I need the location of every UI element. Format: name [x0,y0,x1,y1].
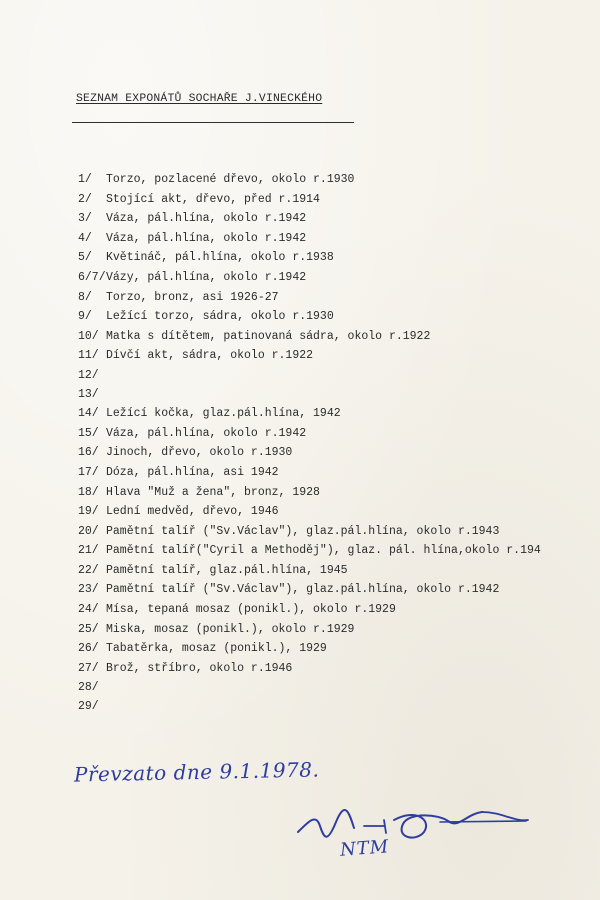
item-number: 19/ [78,505,99,519]
list-item [78,229,600,249]
item-text: Ležící kočka, glaz.pál.hlína, 1942 [106,407,341,421]
item-text: Mísa, tepaná mosaz (ponikl.), okolo r.1929 [106,603,396,617]
list-item [78,522,600,542]
list-item [78,170,600,190]
item-number: 15/ [78,426,99,440]
title-rule [72,122,354,123]
item-number: 17/ [78,465,99,479]
list-item [78,483,600,503]
list-item [78,620,600,640]
item-text: Ležící torzo, sádra, okolo r.1930 [106,310,334,324]
item-number: 25/ [78,622,99,636]
list-item [78,248,600,268]
item-number: 3/ [78,212,92,226]
list-item [78,288,600,308]
item-text: Váza, pál.hlína, okolo r.1942 [106,426,307,440]
item-number: 10/ [78,329,99,343]
item-number: 20/ [78,524,99,538]
item-number: 14/ [78,407,99,421]
item-number: 6/7/ [78,270,106,284]
item-number: 22/ [78,563,99,577]
item-number: 26/ [78,642,99,656]
item-number: 23/ [78,583,99,597]
item-text: Pamětní talíř ("Sv.Václav"), glaz.pál.hlína, okolo r.1943 [106,524,500,538]
item-text: Miska, mosaz (ponikl.), okolo r.1929 [106,622,355,636]
item-text: Dóza, pál.hlína, asi 1942 [106,465,279,479]
signature-icon [292,802,552,861]
item-number: 12/ [78,368,99,382]
list-item [78,600,600,620]
item-text: Brož, stříbro, okolo r.1946 [106,661,293,675]
list-item [78,386,600,405]
item-text: Lední medvěd, dřevo, 1946 [106,505,279,519]
list-item [78,404,600,424]
handwritten-received-note: Převzato dne 9.1.1978. [73,757,320,787]
item-number: 8/ [78,290,92,304]
list-item [78,268,600,288]
item-number: 4/ [78,231,92,245]
item-text: Torzo, pozlacené dřevo, okolo r.1930 [106,173,355,186]
item-text: Hlava "Muž a žena", bronz, 1928 [106,485,320,499]
item-text: Tabatěrka, mosaz (ponikl.), 1929 [106,642,327,656]
list-item [78,698,600,717]
list-item [78,443,600,463]
list-item [78,678,600,698]
list-item [78,307,600,327]
item-number: 27/ [78,661,99,675]
list-item [78,580,600,600]
list-item [78,424,600,444]
signature-label: NTM [339,836,390,861]
item-text: Vázy, pál.hlína, okolo r.1942 [106,270,307,284]
list-item [78,346,600,366]
item-number: 21/ [78,544,99,558]
list-item [78,541,600,561]
list-item [78,639,600,659]
document-title: SEZNAM EXPONÁTŮ SOCHAŘE J.VINECKÉHO [76,93,323,105]
item-text: Dívčí akt, sádra, okolo r.1922 [106,349,314,363]
item-text: Květináč, pál.hlína, okolo r.1938 [106,251,334,265]
item-number: 2/ [78,192,92,206]
list-item [78,502,600,522]
item-number: 28/ [78,681,99,695]
item-text: Pamětní talíř("Cyril a Methoděj"), glaz. pál. hlína,okolo r.194 [106,544,541,558]
item-number: 24/ [78,603,99,617]
exhibit-list [78,170,600,717]
item-text: Pamětní talíř ("Sv.Václav"), glaz.pál.hlína, okolo r.1942 [106,583,500,597]
item-text: Jinoch, dřevo, okolo r.1930 [106,446,293,460]
item-number: 18/ [78,485,99,499]
item-number: 16/ [78,446,99,460]
item-number: 5/ [78,251,92,265]
list-item [78,561,600,581]
item-number: 11/ [78,349,99,363]
item-text: Torzo, bronz, asi 1926-27 [106,290,279,304]
list-item [78,190,600,210]
item-text: Stojící akt, dřevo, před r.1914 [106,192,320,206]
item-number: 13/ [78,387,99,401]
item-text: Váza, pál.hlína, okolo r.1942 [106,231,307,245]
item-number: 1/ [78,173,92,186]
item-number: 29/ [78,700,99,714]
item-number: 9/ [78,310,92,324]
item-text: Váza, pál.hlína, okolo r.1942 [106,212,307,226]
list-item [78,366,600,386]
list-item [78,463,600,483]
list-item [78,327,600,347]
item-text: Pamětní talíř, glaz.pál.hlína, 1945 [106,563,348,577]
list-item [78,209,600,229]
item-text: Matka s dítětem, patinovaná sádra, okolo r.1922 [106,329,431,343]
list-item [78,659,600,679]
